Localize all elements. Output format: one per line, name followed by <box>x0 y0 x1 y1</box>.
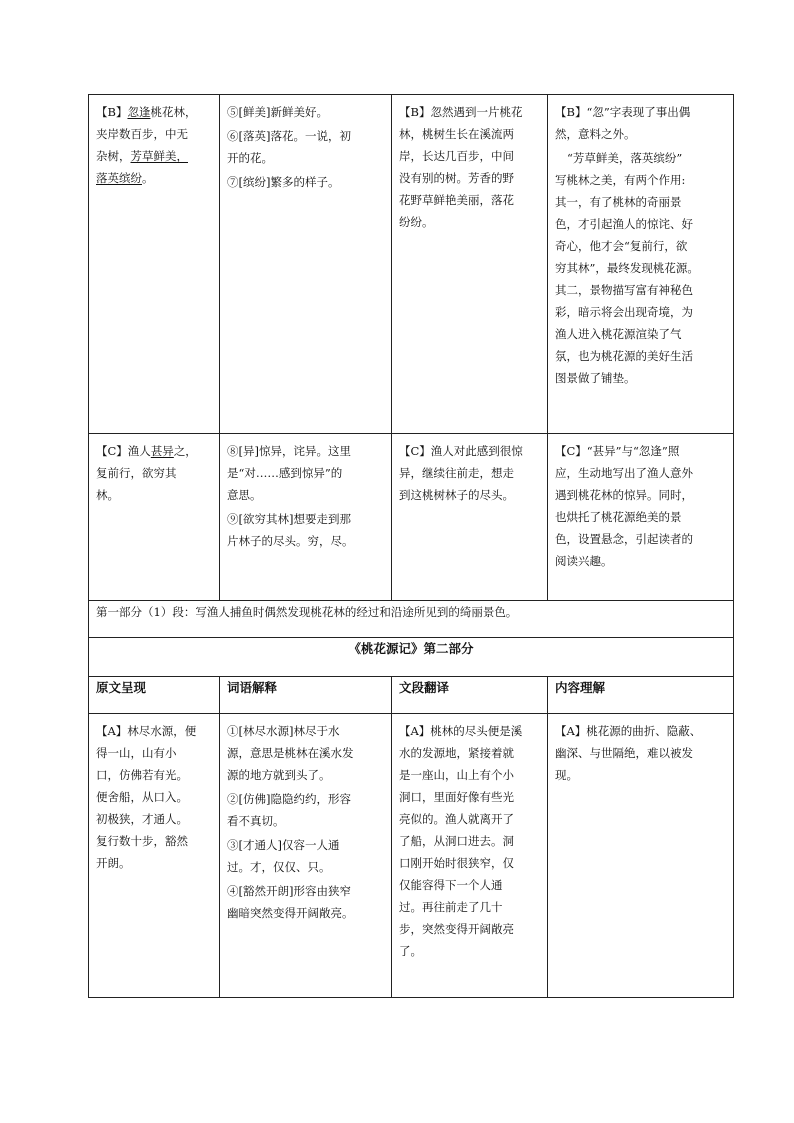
original-text-a <box>89 714 219 874</box>
vocab-item: 开的花。 <box>227 151 273 165</box>
text-line: 应，生动地写出了渔人意外 <box>555 466 693 480</box>
translation-cell-a <box>392 714 548 998</box>
text-line: 【C】渔人甚异之， <box>96 444 197 458</box>
text-line: 渔人进入桃花源渲染了气 <box>555 327 682 341</box>
translation-text-c <box>392 434 547 506</box>
text-line: 仅能容得下一个人通 <box>399 878 503 892</box>
text-line: 其二，景物描写富有神秘色 <box>555 283 693 297</box>
summary-row <box>89 601 734 638</box>
understanding-cell-c <box>548 434 734 601</box>
text-line: 【C】渔人对此感到很惊 <box>399 444 523 458</box>
text-line: 过。再往前走了几十 <box>399 900 503 914</box>
translation-cell-c <box>392 434 548 601</box>
vocab-item: ④[豁然开朗]形容由狭窄 <box>227 884 351 898</box>
original-cell-b <box>89 95 220 434</box>
text-line: 亮似的。渔人就离开了 <box>399 812 514 826</box>
text-line: 夹岸数百步，中无 <box>96 127 188 141</box>
vocab-item: ⑦[缤纷]繁多的样子。 <box>227 175 340 189</box>
text-line: 【C】“甚异”与“忽逢”照 <box>555 444 680 458</box>
vocab-cell-c <box>220 434 392 601</box>
section-title: 《桃花源记》第二部分 <box>348 641 474 656</box>
vocab-item: ⑨[欲穷其林]想要走到那 <box>227 512 351 526</box>
text-line: 【B】“忽”字表现了事出偶 <box>555 105 691 119</box>
text-line: 了船，从洞口进去。洞 <box>399 834 514 848</box>
text-line: 色，设置悬念，引起读者的 <box>555 532 693 546</box>
text-line: 【A】桃林的尽头便是溪 <box>399 724 523 738</box>
text-line: 口刚开始时很狭窄，仅 <box>399 856 514 870</box>
text-line: 花野草鲜艳美丽，落花 <box>399 193 514 207</box>
text-line: 复行数十步，豁然 <box>96 834 188 848</box>
vocab-cell-b <box>220 95 392 434</box>
understanding-text-c <box>548 434 733 572</box>
translation-text-b <box>392 95 547 233</box>
understanding-text-a <box>548 714 733 786</box>
text-line: 也烘托了桃花源绝美的景 <box>555 510 682 524</box>
text-line: 【A】桃花源的曲折、隐蔽、 <box>555 724 702 738</box>
text-line: 彩，暗示将会出现奇境，为 <box>555 305 693 319</box>
header-original-cell <box>89 677 220 714</box>
text-line: 色，才引起渔人的惊诧、好 <box>555 217 693 231</box>
text-line: 得一山，山有小 <box>96 746 177 760</box>
text-line: 岸，长达几百步，中间 <box>399 149 514 163</box>
understanding-text-b <box>548 95 733 389</box>
understanding-cell-a <box>548 714 734 998</box>
text-line: 然，意料之外。 <box>555 127 636 141</box>
text-line: 落英缤纷。 <box>96 171 154 185</box>
vocab-item: 源，意思是桃林在溪水发 <box>227 746 354 760</box>
text-line: 是一座山，山上有个小 <box>399 768 514 782</box>
header-understanding: 内容理解 <box>555 680 606 695</box>
vocab-item: 过。才，仅仅、只。 <box>227 860 331 874</box>
text-line: 步，突然变得开阔敞亮 <box>399 922 514 936</box>
text-line: 杂树，芳草鲜美， <box>96 149 188 163</box>
text-line: 水的发源地，紧接着就 <box>399 746 514 760</box>
section-title-row <box>89 638 734 677</box>
original-text-c <box>89 434 219 506</box>
text-line: 异，继续往前走，想走 <box>399 466 514 480</box>
vocab-item: ①[林尽水源]林尽于水 <box>227 724 340 738</box>
original-cell-c <box>89 434 220 601</box>
table-row-c <box>89 434 734 601</box>
summary-cell <box>89 601 734 638</box>
header-original: 原文呈现 <box>96 680 147 695</box>
text-line: 林，桃树生长在溪流两 <box>399 127 514 141</box>
text-line: 氛，也为桃花源的美好生活 <box>555 349 693 363</box>
text-line: 口，仿佛若有光。 <box>96 768 188 782</box>
text-line: 便舍船，从口入。 <box>96 790 188 804</box>
text-line: 初极狭，才通人。 <box>96 812 188 826</box>
header-understanding-cell <box>548 677 734 714</box>
vocab-item: ⑧[异]惊异，诧异。这里 <box>227 444 351 458</box>
text-line: 图景做了铺垫。 <box>555 371 636 385</box>
vocab-list-a <box>220 714 391 924</box>
study-table <box>88 94 734 998</box>
vocab-list-c <box>220 434 391 552</box>
header-translation-cell <box>392 677 548 714</box>
text-line: 遇到桃花林的惊异。同时， <box>555 488 693 502</box>
text-line: 现。 <box>555 768 578 782</box>
vocab-item: ⑤[鲜美]新鲜美好。 <box>227 105 328 119</box>
text-line: 没有别的树。芳香的野 <box>399 171 514 185</box>
header-vocab-cell <box>220 677 392 714</box>
section-title-cell <box>89 638 734 677</box>
table-row-b <box>89 95 734 434</box>
header-row <box>89 677 734 714</box>
vocab-item: 是“对……感到惊异”的 <box>227 466 343 480</box>
text-line: 其一，有了桃林的奇丽景 <box>555 195 682 209</box>
vocab-item: ⑥[落英]落花。一说，初 <box>227 129 351 143</box>
vocab-item: ③[才通人]仅容一人通 <box>227 838 340 852</box>
vocab-item: 片林子的尽头。穷，尽。 <box>227 534 354 548</box>
header-translation: 文段翻译 <box>399 680 450 695</box>
vocab-item: 源的地方就到头了。 <box>227 768 331 782</box>
text-line: “芳草鲜美，落英缤纷” <box>567 151 683 165</box>
part-summary: 第一部分（1）段：写渔人捕鱼时偶然发现桃花林的经过和沿途所见到的绮丽景色。 <box>96 605 518 619</box>
vocab-item: ②[仿佛]隐隐约约，形容 <box>227 792 351 806</box>
vocab-item: 看不真切。 <box>227 814 285 828</box>
header-vocab: 词语解释 <box>227 680 278 695</box>
original-text-b <box>89 95 219 189</box>
text-line: 开朗。 <box>96 856 131 870</box>
text-line: 写桃林之美，有两个作用: <box>555 173 686 187</box>
vocab-item: 幽暗突然变得开阔敞亮。 <box>227 906 354 920</box>
text-line: 了。 <box>399 944 422 958</box>
text-line: 奇心，他才会“复前行，欲 <box>555 239 688 253</box>
vocab-cell-a <box>220 714 392 998</box>
vocab-item: 意思。 <box>227 488 262 502</box>
original-cell-a <box>89 714 220 998</box>
text-line: 纷纷。 <box>399 215 434 229</box>
text-line: 林。 <box>96 488 119 502</box>
text-line: 洞口，里面好像有些光 <box>399 790 514 804</box>
text-line: 【B】忽然遇到一片桃花 <box>399 105 523 119</box>
vocab-list-b <box>220 95 391 193</box>
text-line: 【B】忽逢桃花林， <box>96 105 197 119</box>
understanding-cell-b <box>548 95 734 434</box>
text-line: 阅读兴趣。 <box>555 554 613 568</box>
translation-text-a <box>392 714 547 962</box>
text-line: 【A】林尽水源，便 <box>96 724 197 738</box>
table-row-a <box>89 714 734 998</box>
translation-cell-b <box>392 95 548 434</box>
text-line: 到这桃树林子的尽头。 <box>399 488 514 502</box>
text-line: 复前行，欲穷其 <box>96 466 177 480</box>
text-line: 穷其林”，最终发现桃花源。 <box>555 261 699 275</box>
text-line: 幽深、与世隔绝，难以被发 <box>555 746 693 760</box>
